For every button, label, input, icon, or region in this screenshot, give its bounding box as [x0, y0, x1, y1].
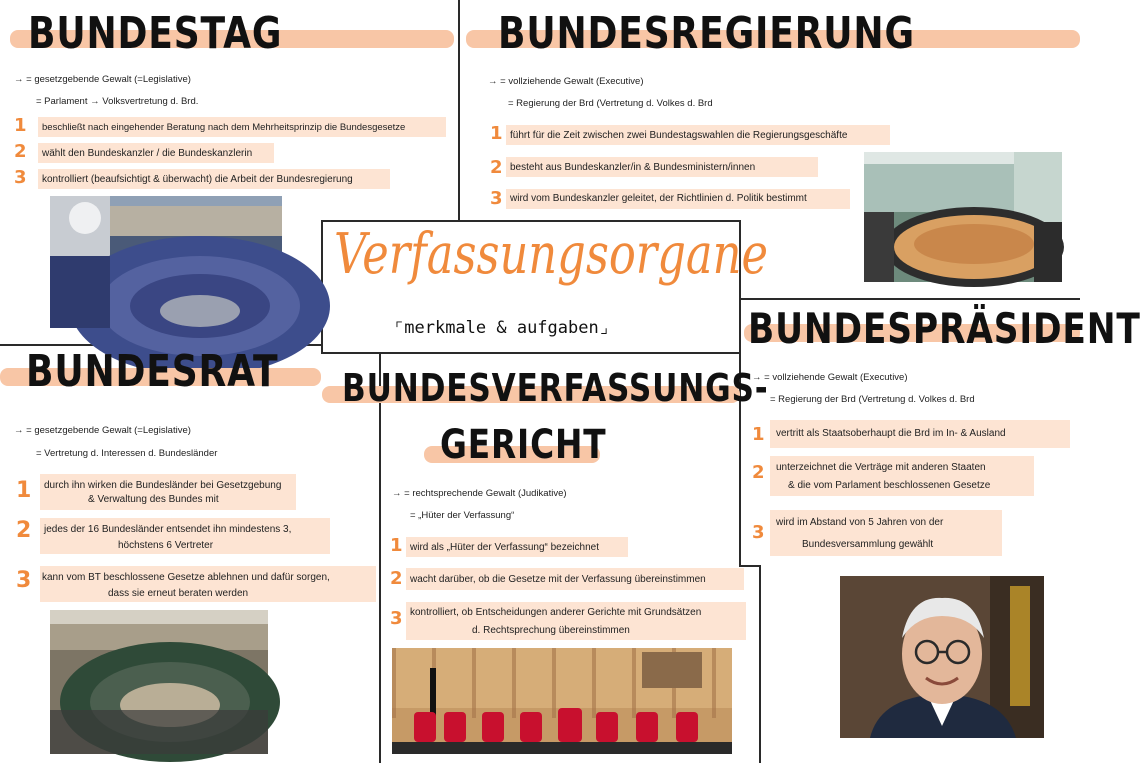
bverfg-note-gewalt: → = rechtsprechende Gewalt (Judikative) [392, 488, 567, 499]
bverfg-item-1: wird als „Hüter der Verfassung“ bezeichnet [410, 542, 599, 553]
item-number: 2 [490, 157, 503, 178]
item-number: 3 [14, 167, 27, 188]
bundestag-item-1: beschließt nach eingehender Beratung nach dem Mehrheitsprinzip die Bundesgesetze [42, 122, 406, 133]
bundesrat-item-3-line1: kann vom BT beschlossene Gesetze ablehnen und dafür sorgen, [42, 572, 330, 583]
bundestag-item-2: wählt den Bundeskanzler / die Bundeskanzlerin [42, 148, 253, 159]
bverfg-title-line2: GERICHT [440, 422, 607, 468]
main-title: Verfassungsorgane [334, 222, 768, 287]
bundesrat-item-1-line2: & Verwaltung des Bundes mit [88, 494, 219, 505]
bverfg-item-3-line2: d. Rechtsprechung übereinstimmen [472, 625, 630, 636]
bracket-left: ⌜ [394, 318, 405, 338]
bundesregierung-item-1: führt für die Zeit zwischen zwei Bundestagswahlen die Regierungsgeschäfte [510, 130, 848, 141]
bverfg-title-line1: BUNDESVERFASSUNGS- [342, 366, 769, 410]
main-subtitle [394, 318, 609, 338]
divider [321, 352, 739, 354]
bverfg-note-hueter: = „Hüter der Verfassung“ [410, 510, 515, 521]
divider [458, 0, 460, 220]
bundespraesident-item-2-line1: unterzeichnet die Verträge mit anderen Staaten [776, 462, 986, 473]
bundesregierung-title: BUNDESREGIERUNG [498, 8, 915, 59]
item-number: 1 [14, 115, 27, 136]
bundespraesident-item-3-line1: wird im Abstand von 5 Jahren von der [776, 517, 944, 528]
divider [739, 565, 759, 567]
bundespraesident-portrait-photo [840, 576, 1044, 738]
bundesregierung-item-3: wird vom Bundeskanzler geleitet, der Richtlinien d. Politik bestimmt [510, 193, 807, 204]
cabinet-meeting-photo [864, 152, 1062, 282]
divider [759, 565, 761, 763]
main-subtitle-text: merkmale & aufgaben [404, 318, 599, 338]
bundesregierung-item-2: besteht aus Bundeskanzler/in & Bundesministern/innen [510, 162, 756, 173]
item-number: 3 [490, 188, 503, 209]
bundestag-note-gewalt: → = gesetzgebende Gewalt (=Legislative) [14, 74, 191, 85]
divider [379, 352, 381, 763]
item-number: 2 [752, 462, 765, 483]
bundesrat-note-vertretung: = Vertretung d. Interessen d. Bundesländer [36, 448, 218, 459]
bundestag-note-parlament: = Parlament → Volksvertretung d. Brd. [36, 96, 199, 107]
court-judges-photo [392, 648, 732, 754]
bundesrat-note-gewalt: → = gesetzgebende Gewalt (=Legislative) [14, 425, 191, 436]
bundesrat-item-2-line2: höchstens 6 Vertreter [118, 540, 214, 551]
item-number: 2 [14, 141, 27, 162]
bundesrat-item-2-line1: jedes der 16 Bundesländer entsendet ihn mindestens 3, [44, 524, 292, 535]
item-number: 1 [16, 478, 32, 503]
bracket-right: ⌟ [598, 318, 609, 338]
item-number: 1 [490, 123, 503, 144]
bundesregierung-note-gewalt: → = vollziehende Gewalt (Executive) [488, 76, 644, 87]
bundesrat-title: BUNDESRAT [26, 346, 279, 397]
bundespraesident-item-3-line2: Bundesversammlung gewählt [802, 539, 934, 550]
item-number: 1 [752, 424, 765, 445]
divider [739, 298, 1080, 300]
bundespraesident-item-2-line2: & die vom Parlament beschlossenen Gesetze [788, 480, 991, 491]
bundespraesident-title: BUNDESPRÄSIDENT [748, 304, 1141, 353]
bundesrat-plenary-photo [50, 610, 268, 754]
bundesrat-item-1-line1: durch ihn wirken die Bundesländer bei Gesetzgebung [44, 480, 282, 491]
bundesrat-item-3-line2: dass sie erneut beraten werden [108, 588, 249, 599]
bundesregierung-note-regierung: = Regierung der Brd (Vertretung d. Volkes d. Brd [508, 98, 713, 109]
item-number: 2 [16, 518, 32, 543]
item-number: 3 [752, 522, 765, 543]
bverfg-item-3-line1: kontrolliert, ob Entscheidungen anderer Gerichte mit Grundsätzen [410, 607, 702, 618]
item-number: 3 [16, 568, 32, 593]
bundestag-plenary-photo [50, 196, 282, 328]
bundespraesident-note-gewalt: → = vollziehende Gewalt (Executive) [752, 372, 908, 383]
item-number: 3 [390, 608, 403, 629]
bundestag-title: BUNDESTAG [28, 8, 283, 59]
item-number: 2 [390, 568, 403, 589]
bverfg-item-2: wacht darüber, ob die Gesetze mit der Verfassung übereinstimmen [410, 574, 706, 585]
bundespraesident-note-regierung: = Regierung der Brd (Vertretung d. Volkes d. Brd [770, 394, 975, 405]
bundespraesident-item-1: vertritt als Staatsoberhaupt die Brd im In- & Ausland [776, 428, 1006, 439]
item-number: 1 [390, 535, 403, 556]
bundestag-item-3: kontrolliert (beaufsichtigt & überwacht) die Arbeit der Bundesregierung [42, 174, 353, 185]
